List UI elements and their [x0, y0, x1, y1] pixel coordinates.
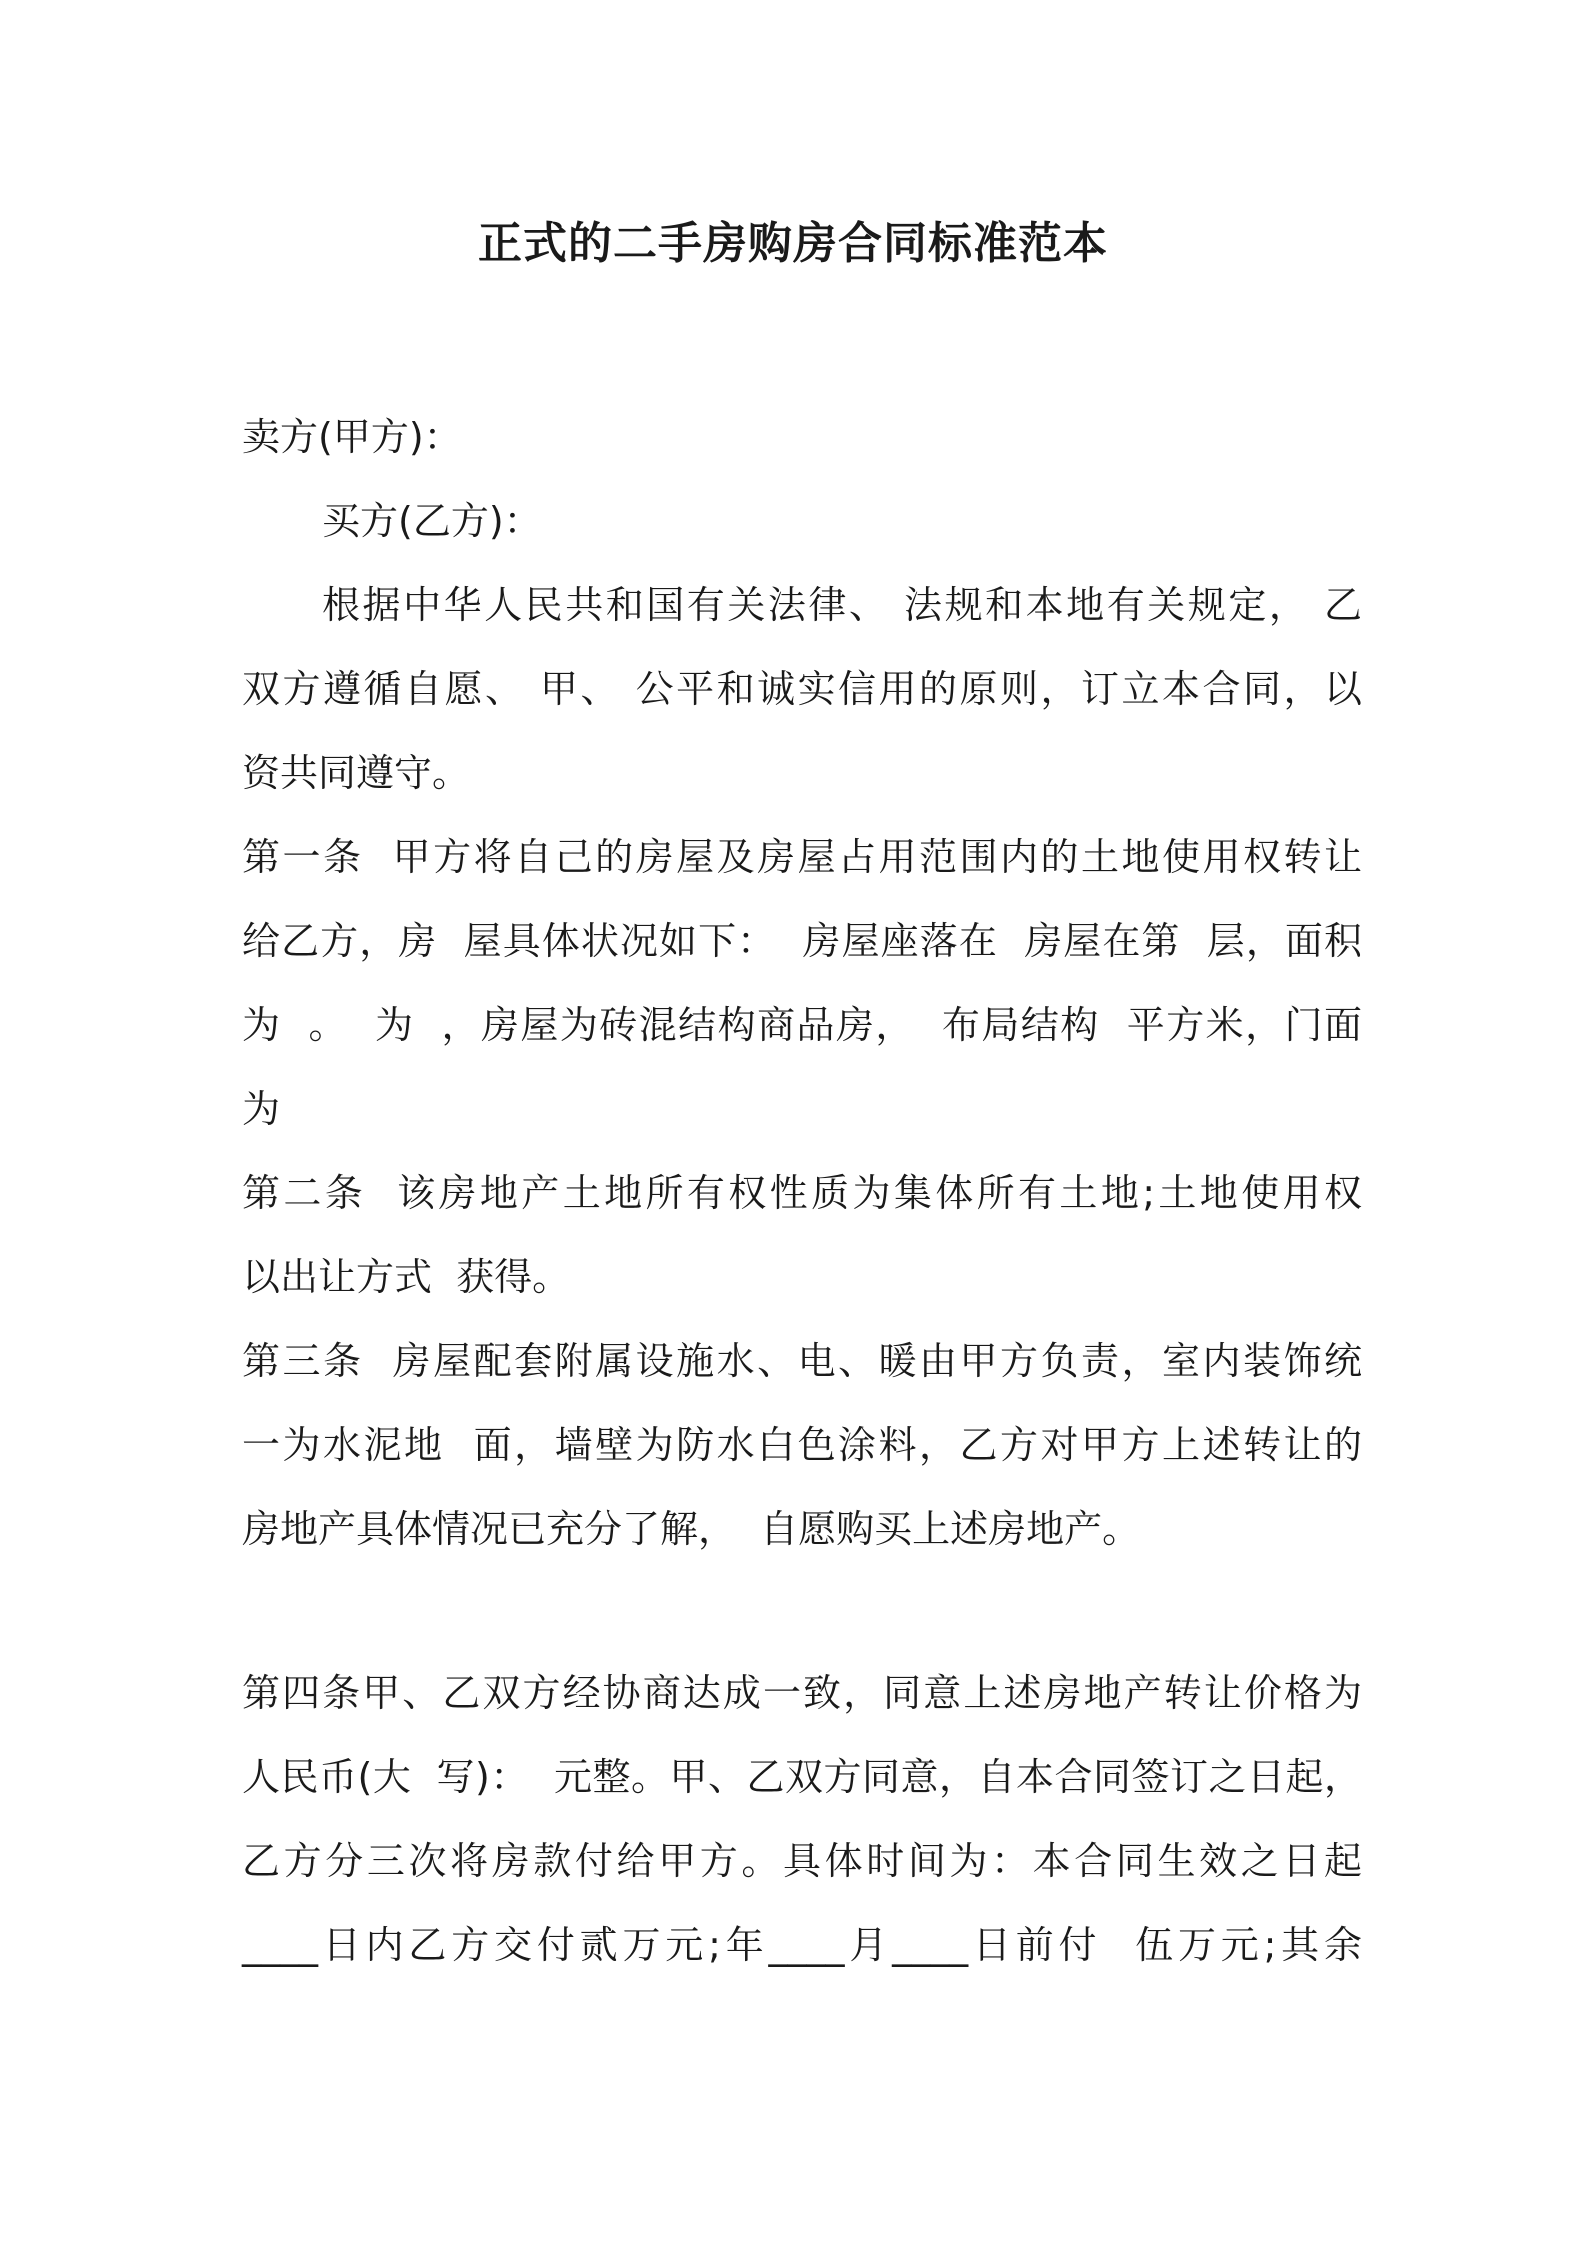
article-1-line: 为 。 为 ，房屋为砖混结构商品房， 布局结构 平方米，门面	[242, 1003, 1362, 1047]
article-3-line: 第三条 房屋配套附属设施水、电、暖由甲方负责，室内装饰统	[242, 1339, 1362, 1383]
article-4-line: ____日内乙方交付贰万元;年____月____日前付 伍万元;其余	[242, 1923, 1362, 1967]
preamble-line: 双方遵循自愿、 甲、 公平和诚实信用的原则，订立本合同，以	[242, 667, 1362, 711]
article-1-line: 第一条 甲方将自己的房屋及房屋占用范围内的土地使用权转让	[242, 835, 1362, 879]
article-3-line: 房地产具体情况已充分了解， 自愿购买上述房地产。	[242, 1507, 1141, 1551]
article-1-line: 为	[242, 1087, 281, 1131]
article-4-line: 人民币(大 写)： 元整。甲、乙双方同意，自本合同签订之日起，	[242, 1755, 1362, 1799]
article-4-line: 第四条甲、乙双方经协商达成一致，同意上述房地产转让价格为	[242, 1671, 1362, 1715]
article-2-line: 第二条 该房地产土地所有权性质为集体所有土地;土地使用权	[242, 1171, 1362, 1215]
article-2-line: 以出让方式 获得。	[242, 1255, 571, 1299]
article-4-line: 乙方分三次将房款付给甲方。具体时间为：本合同生效之日起	[242, 1839, 1362, 1883]
preamble-line: 根据中华人民共和国有关法律、 法规和本地有关规定， 乙	[322, 583, 1362, 627]
preamble-line: 资共同遵守。	[242, 751, 471, 795]
article-1-line: 给乙方，房 屋具体状况如下： 房屋座落在 房屋在第 层，面积	[242, 919, 1362, 963]
document-title: 正式的二手房购房合同标准范本	[478, 218, 1108, 269]
seller-label: 卖方(甲方)：	[242, 415, 462, 459]
article-3-line: 一为水泥地 面，墙壁为防水白色涂料，乙方对甲方上述转让的	[242, 1423, 1362, 1467]
buyer-label: 买方(乙方)：	[322, 499, 542, 543]
